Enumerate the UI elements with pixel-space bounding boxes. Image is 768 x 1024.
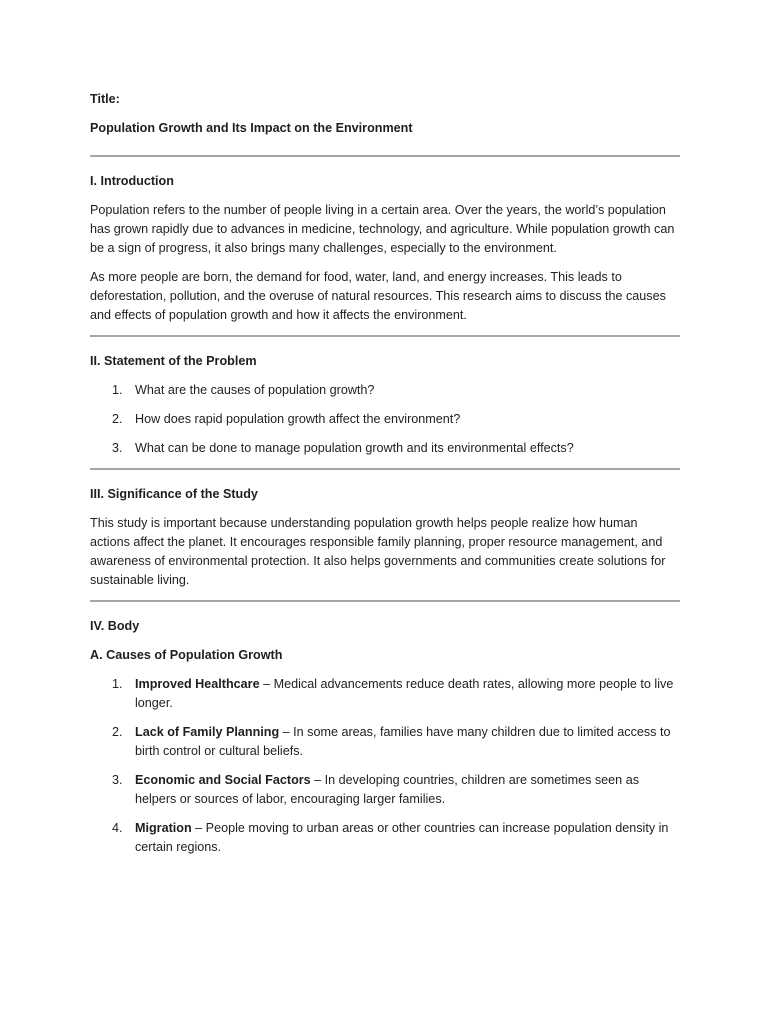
list-term: Migration (135, 821, 192, 835)
document-title: Population Growth and Its Impact on the Environment (90, 121, 413, 135)
introduction-section (90, 172, 680, 325)
list-number: 3. (112, 773, 123, 787)
list-number: 4. (112, 821, 123, 835)
section-divider (90, 600, 680, 602)
body-heading: IV. Body (90, 619, 140, 633)
list-number: 3. (112, 441, 123, 455)
title-label: Title: (90, 92, 120, 106)
problem-section (90, 352, 680, 458)
list-item (90, 439, 680, 458)
list-item (90, 381, 680, 400)
significance-heading: III. Significance of the Study (90, 487, 258, 501)
section-divider (90, 468, 680, 470)
causes-list (90, 675, 680, 857)
list-term: Improved Healthcare (135, 677, 260, 691)
list-number: 1. (112, 677, 123, 691)
list-number: 1. (112, 383, 123, 397)
list-item (90, 819, 680, 857)
list-number: 2. (112, 725, 123, 739)
list-text: How does rapid population growth affect the environment? (135, 412, 461, 426)
problem-list (90, 381, 680, 458)
introduction-heading: I. Introduction (90, 174, 174, 188)
significance-paragraph: This study is important because understanding population growth helps people realize how human actions affect the planet. It encourages responsible family planning, proper resource management, and awareness of environmental protection. It also helps governments and communities create solutions for sustainable living. (90, 516, 666, 587)
list-text: – In developing countries, children are sometimes seen as helpers or sources of labor, encouraging larger families. (135, 773, 639, 806)
list-term: Economic and Social Factors (135, 773, 311, 787)
list-text: – Medical advancements reduce death rates, allowing more people to live longer. (135, 677, 674, 710)
list-item (90, 771, 680, 809)
list-item (90, 675, 680, 713)
introduction-paragraph-2: As more people are born, the demand for food, water, land, and energy increases. This leads to deforestation, pollution, and the overuse of natural resources. This research aims to discuss the causes and effects of population growth and how it affects the environment. (90, 270, 666, 322)
section-divider (90, 155, 680, 157)
introduction-paragraph-1: Population refers to the number of people living in a certain area. Over the years, the world’s population has grown rapidly due to advances in medicine, technology, and agriculture. While population growth can be a sign of progress, it also brings many challenges, especially to the environment. (90, 203, 675, 255)
list-text: – In some areas, families have many children due to limited access to birth control or cultural beliefs. (135, 725, 671, 758)
causes-subheading: A. Causes of Population Growth (90, 648, 283, 662)
list-text: What are the causes of population growth? (135, 383, 375, 397)
body-section (90, 617, 680, 857)
list-text: What can be done to manage population growth and its environmental effects? (135, 441, 574, 455)
list-term: Lack of Family Planning (135, 725, 280, 739)
section-divider (90, 335, 680, 337)
problem-heading: II. Statement of the Problem (90, 354, 257, 368)
list-item (90, 410, 680, 429)
list-number: 2. (112, 412, 123, 426)
list-text: – People moving to urban areas or other countries can increase population density in certain regions. (135, 821, 669, 854)
significance-section (90, 485, 680, 590)
list-item (90, 723, 680, 761)
document-page (90, 90, 680, 867)
